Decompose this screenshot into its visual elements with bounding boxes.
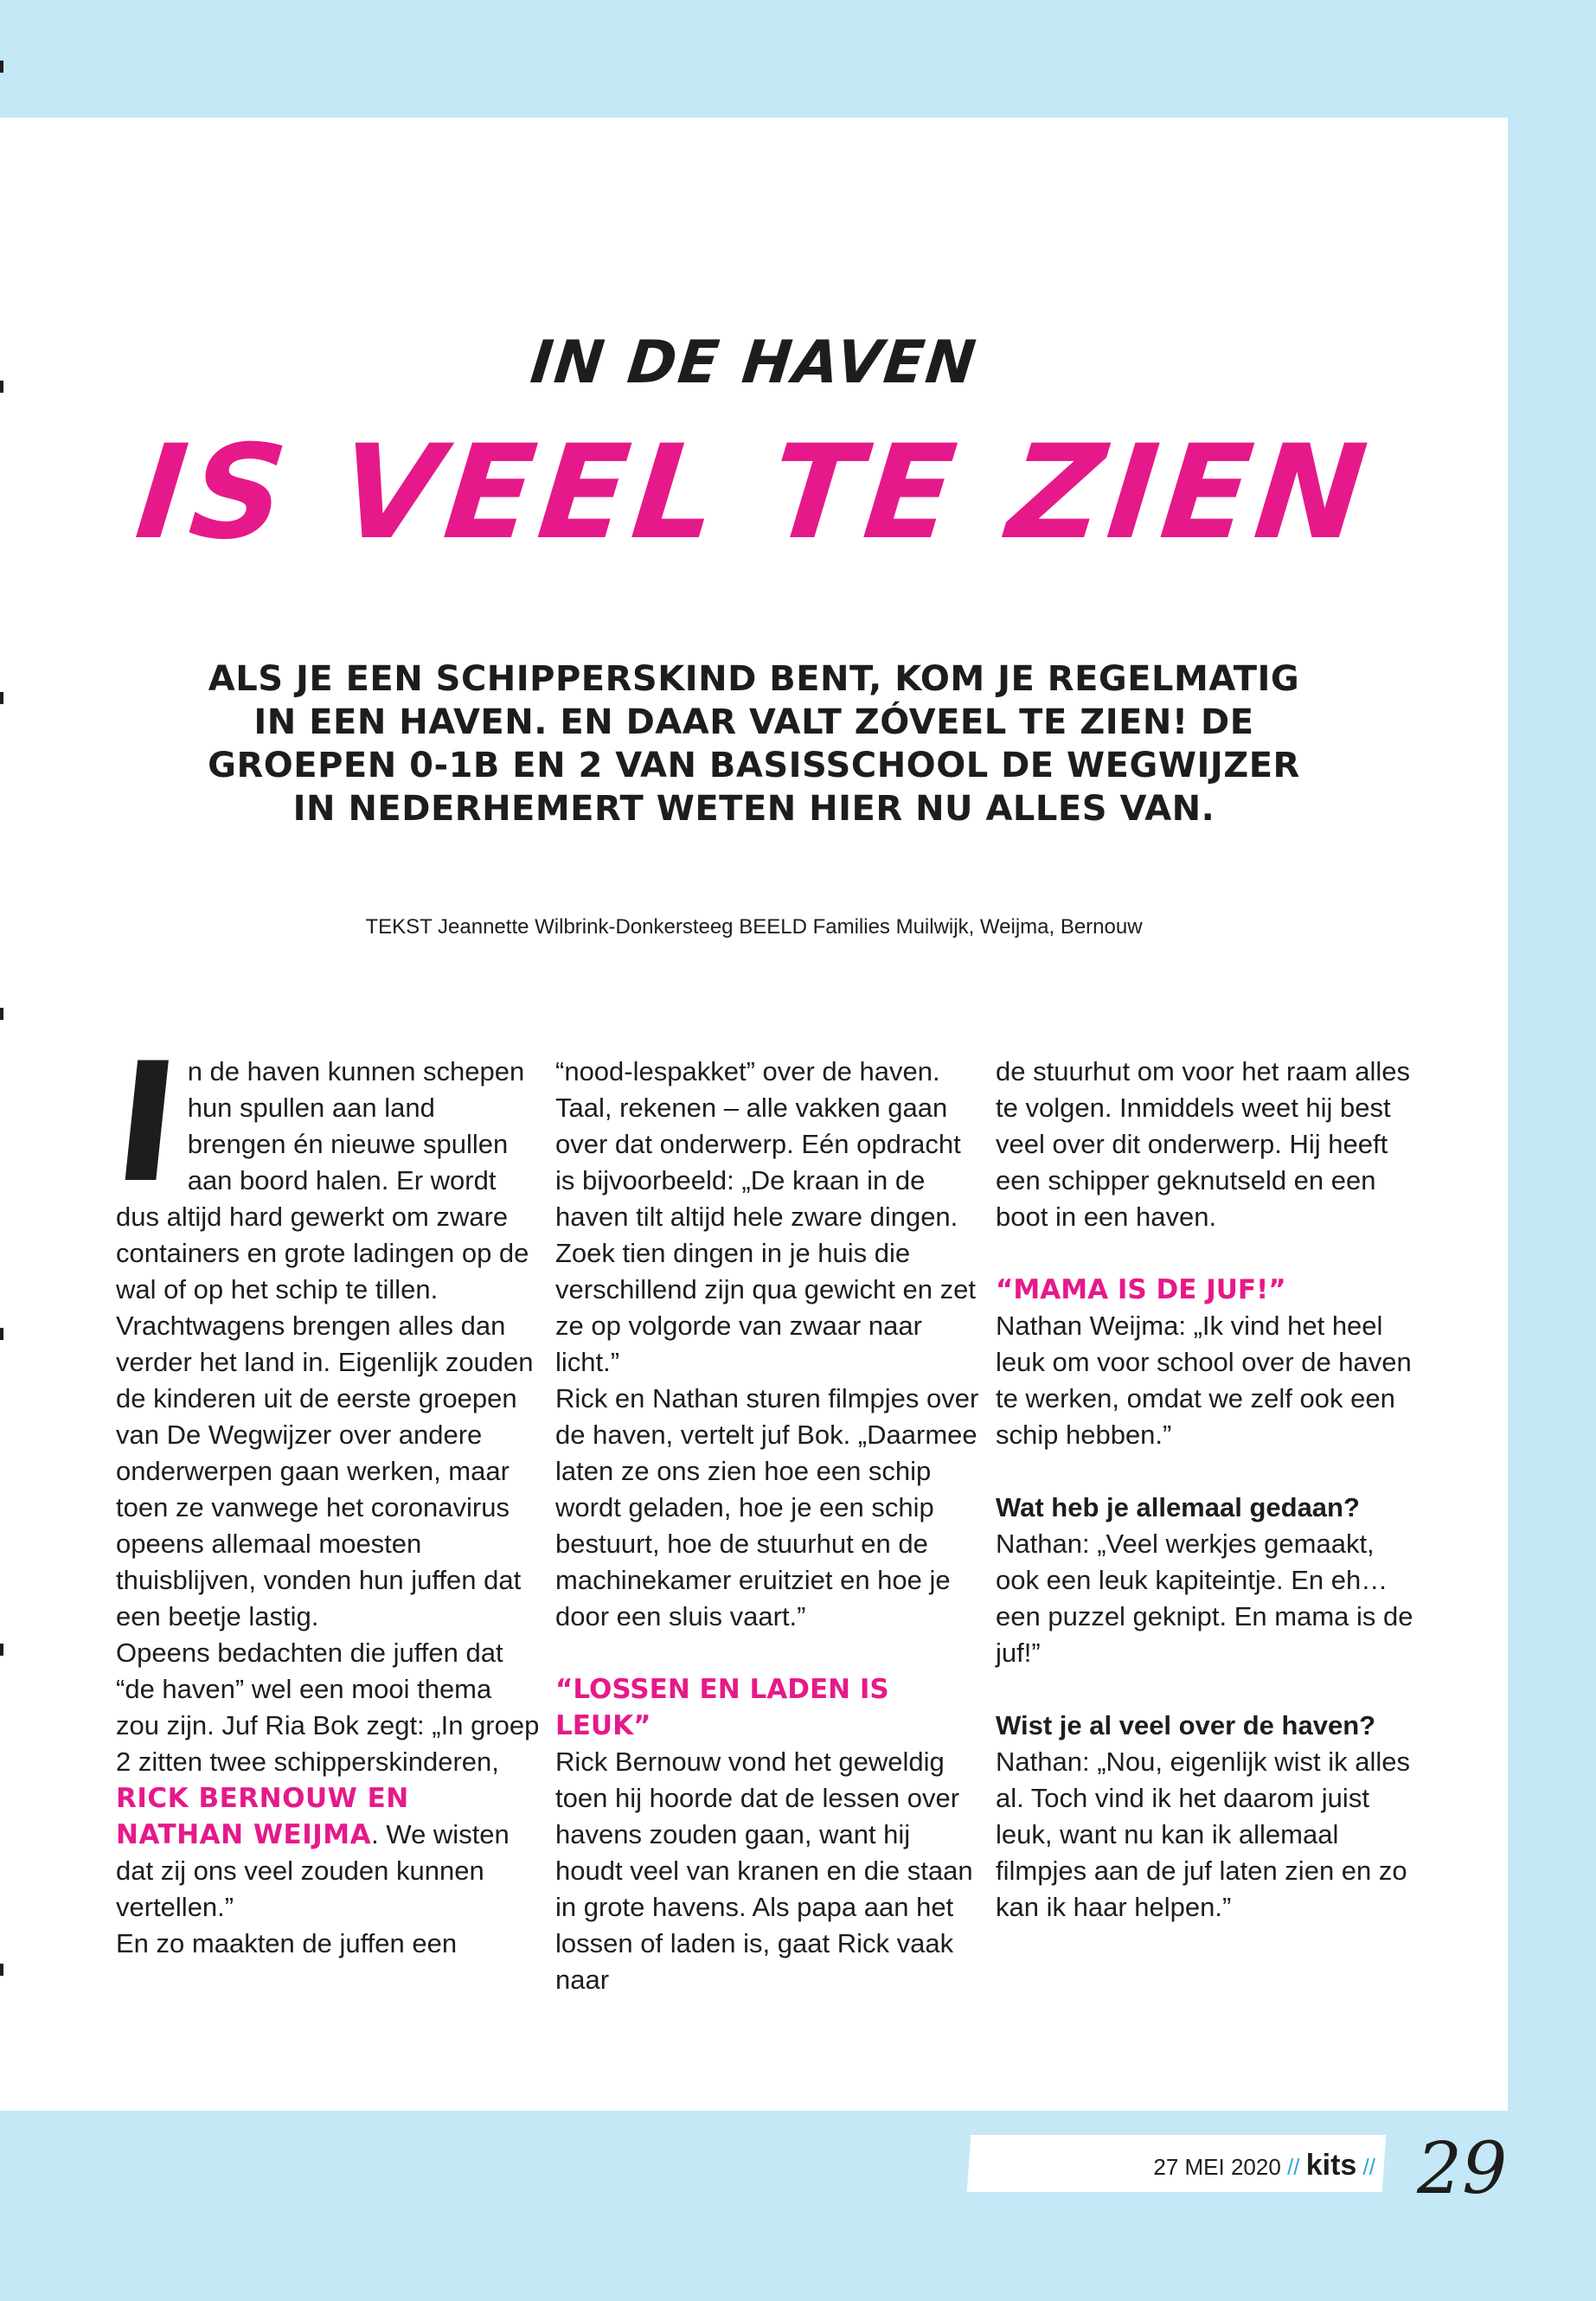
- edge-mark: [0, 692, 3, 704]
- title-headline: IS VEEL TE ZIEN: [130, 418, 1378, 568]
- intro-lead: ALS JE EEN SCHIPPERSKIND BENT, KOM JE REGELMATIG IN EEN HAVEN. EN DAAR VALT ZÓVEEL TE ZIEN! DE GROEPEN 0-1B EN 2 VAN BASISSCHOOL DE WEGWIJZER IN NEDERHEMERT WETEN HIER NU ALLES VAN.: [208, 659, 1300, 829]
- paragraph-text: Opeens bedachten die juffen dat “de haven” wel een mooi thema zou zijn. Juf Ria Bok zegt: „In groep 2 zitten twee schipperskinderen,: [116, 1638, 540, 1777]
- paragraph: Nathan Weijma: „Ik vind het heel leuk om voor school over de haven te werken, omdat we zelf ook een schip hebben.”: [996, 1311, 1412, 1450]
- credits: TEKST Jeannette Wilbrink-Donkersteeg BEELD Families Muilwijk, Weijma, Bernouw: [365, 915, 1143, 939]
- edge-mark: [0, 1328, 3, 1340]
- question: Wat heb je allemaal gedaan?: [996, 1492, 1360, 1522]
- edge-mark: [0, 1964, 3, 1976]
- question: Wist je al veel over de haven?: [996, 1710, 1376, 1740]
- spacer: [996, 1453, 1420, 1490]
- edge-mark: [0, 1644, 3, 1656]
- paragraph: de stuurhut om voor het raam alles te volgen. Inmiddels weet hij best veel over dit onderwerp. Hij heeft een schipper geknutseld en een boot in een haven.: [996, 1056, 1411, 1232]
- edge-mark: [0, 1008, 3, 1020]
- paragraph: Rick en Nathan sturen filmpjes over de haven, vertelt juf Bok. „Daarmee laten ze ons zien hoe een schip wordt geladen, hoe je een schip bestuurt, hoe de stuurhut en de machinekamer eruitziet en hoe je door een sluis vaart.”: [555, 1383, 979, 1631]
- article-column-1: [106, 1028, 540, 1962]
- paragraph: n de haven kunnen schepen hun spullen aan land brengen én nieuwe spullen aan boord halen. Er wordt dus altijd hard gewerkt om zware containers en grote ladingen op de wal of op het schip te tillen. Vrachtwagens brengen alles dan verder het land in. Eigenlijk zouden de kinderen uit de eerste groepen van De Wegwijzer over andere onderwerpen gaan werken, maar toen ze vanwege het coronavirus opeens allemaal moesten thuisblijven, vonden hun juffen dat een beetje lastig.: [116, 1056, 534, 1631]
- answer: Nathan: „Veel werkjes gemaakt, ook een leuk kapiteintje. En eh… een puzzel geknipt. En mama is de juf!”: [996, 1529, 1413, 1668]
- page-number: 29: [1417, 2128, 1508, 2210]
- slash-divider: //: [1287, 2154, 1300, 2180]
- article-column-3: [996, 1054, 1420, 1926]
- paragraph: Rick Bernouw vond het geweldig toen hij hoorde dat de lessen over havens zouden gaan, want hij houdt veel van kranen en die staan in grote havens. Als papa aan het lossen of laden is, gaat Rick vaak naar: [555, 1747, 973, 1995]
- paragraph-with-names: [116, 1635, 540, 1926]
- answer: Nathan: „Nou, eigenlijk wist ik alles al. Toch vind ik het daarom juist leuk, want nu kan ik allemaal filmpjes aan de juf laten zien en zo kan ik haar helpen.”: [996, 1747, 1410, 1922]
- issue-date: 27 MEI 2020: [1153, 2154, 1281, 2180]
- article-column-2: [555, 1054, 979, 1998]
- edge-mark: [0, 61, 3, 73]
- drop-cap: I: [106, 1028, 188, 1219]
- paragraph-text: . We wisten dat zij ons veel zouden kunnen vertellen.”: [116, 1819, 510, 1922]
- spacer: [996, 1671, 1420, 1708]
- subheading: “LOSSEN EN LADEN IS LEUK”: [555, 1674, 889, 1741]
- highlight-names: RICK BERNOUW EN NATHAN WEIJMA: [116, 1783, 409, 1850]
- magazine-brand: kits: [1305, 2149, 1357, 2182]
- spacer: [996, 1235, 1420, 1272]
- title-kicker: IN DE HAVEN: [527, 329, 981, 397]
- slash-divider: //: [1362, 2154, 1375, 2180]
- footer-folio: [977, 2149, 1375, 2182]
- spacer: [555, 1635, 979, 1671]
- paragraph: En zo maakten de juffen een: [116, 1928, 458, 1958]
- subheading: “MAMA IS DE JUF!”: [996, 1274, 1286, 1305]
- paragraph: “nood-lespakket” over de haven. Taal, rekenen – alle vakken gaan over dat onderwerp. Eén opdracht is bijvoorbeeld: „De kraan in de haven tilt altijd hele zware dingen. Zoek tien dingen in je huis die verschillend zijn qua gewicht en zet ze op volgorde van zwaar naar licht.”: [555, 1056, 976, 1377]
